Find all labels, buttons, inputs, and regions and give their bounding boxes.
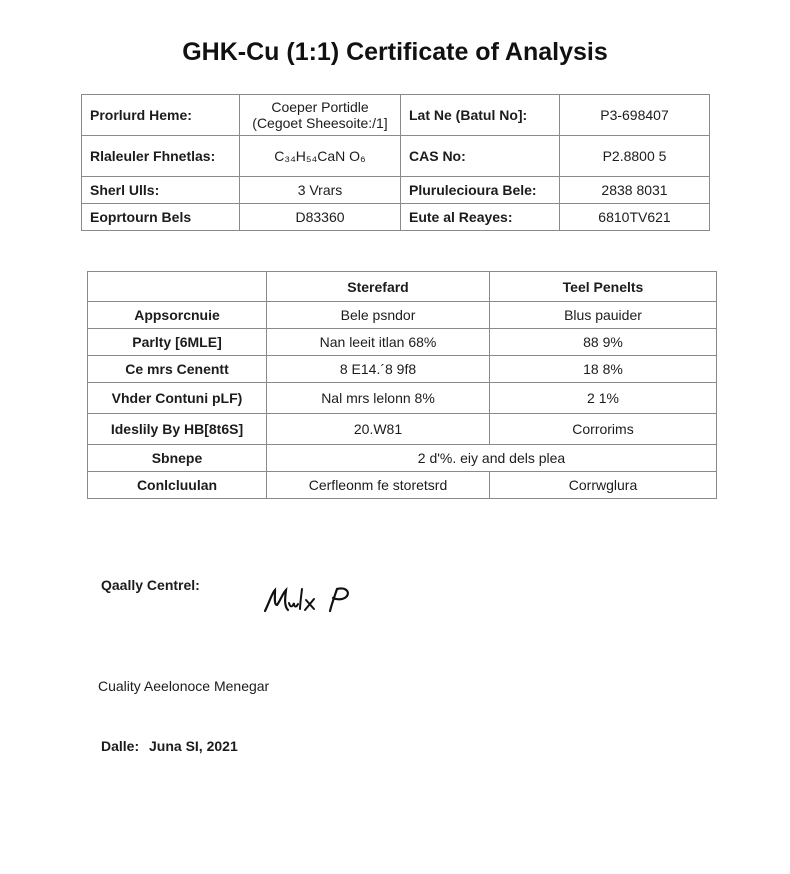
- standard-value: Cerfleonm fe storetsrd: [267, 472, 490, 499]
- date-line: [101, 738, 238, 754]
- merged-value: 2 d'%. eiy and dels plea: [267, 445, 717, 472]
- test-name: Sbnepe: [88, 445, 267, 472]
- date-value: Juna SI, 2021: [149, 738, 238, 754]
- table-row: [88, 414, 717, 445]
- standard-value: 20.W81: [267, 414, 490, 445]
- info-row: [82, 136, 710, 177]
- info-label: Eoprtourn Bels: [82, 204, 240, 231]
- result-value: 18 8%: [490, 356, 717, 383]
- info-value: D83360: [240, 204, 401, 231]
- result-value: Corrwglura: [490, 472, 717, 499]
- test-name: Ideslily By HB[8t6S]: [88, 414, 267, 445]
- test-results-table: [87, 271, 717, 499]
- info-label: Sherl Ulls:: [82, 177, 240, 204]
- qa-manager-title: Cuality Aeelonoce Menegar: [98, 678, 270, 694]
- info-row: [82, 95, 710, 136]
- quality-control-label: Qaally Centrel:: [101, 577, 200, 593]
- header-blank-cell: [88, 272, 267, 302]
- header-results: Teel Penelts: [490, 272, 717, 302]
- test-name: Appsorcnuie: [88, 302, 267, 329]
- test-name: Parlty [6MLE]: [88, 329, 267, 356]
- handwritten-signature: [262, 583, 372, 619]
- info-row: [82, 204, 710, 231]
- info-value: 6810TV621: [560, 204, 710, 231]
- info-value: Coeper Portidle (Cegoet Sheesoite:/1]: [240, 95, 401, 136]
- info-value: 3 Vrars: [240, 177, 401, 204]
- standard-value: Nan leeit itlan 68%: [267, 329, 490, 356]
- info-label: Rlaleuler Fhnetlas:: [82, 136, 240, 177]
- table-row: [88, 445, 717, 472]
- table-row: [88, 383, 717, 414]
- result-value: 2 1%: [490, 383, 717, 414]
- test-name: Conlcluulan: [88, 472, 267, 499]
- table-row: [88, 472, 717, 499]
- document-title: GHK-Cu (1:1) Certificate of Analysis: [182, 38, 608, 66]
- standard-value: Nal mrs lelonn 8%: [267, 383, 490, 414]
- info-label: Plurulecioura Bele:: [401, 177, 560, 204]
- info-label: Lat Ne (Batul No]:: [401, 95, 560, 136]
- table-row: [88, 302, 717, 329]
- standard-value: Bele psndor: [267, 302, 490, 329]
- header-standard: Sterefard: [267, 272, 490, 302]
- info-label: CAS No:: [401, 136, 560, 177]
- product-info-table: [81, 94, 710, 231]
- info-label: Prorlurd Heme:: [82, 95, 240, 136]
- info-value: 2838 8031: [560, 177, 710, 204]
- test-name: Vhder Contuni pLF): [88, 383, 267, 414]
- result-value: Corrorims: [490, 414, 717, 445]
- table-row: [88, 329, 717, 356]
- table-row: [88, 356, 717, 383]
- date-label: Dalle:: [101, 738, 140, 754]
- info-row: [82, 177, 710, 204]
- result-value: Blus pauider: [490, 302, 717, 329]
- info-value: P2.8800 5: [560, 136, 710, 177]
- standard-value: 8 E14.´8 9f8: [267, 356, 490, 383]
- info-label: Eute al Reayes:: [401, 204, 560, 231]
- test-name: Ce mrs Cenentt: [88, 356, 267, 383]
- result-value: 88 9%: [490, 329, 717, 356]
- table-header-row: [88, 272, 717, 302]
- info-value: C₃₄H₅₄CaN O₆: [240, 136, 401, 177]
- info-value: P3-698407: [560, 95, 710, 136]
